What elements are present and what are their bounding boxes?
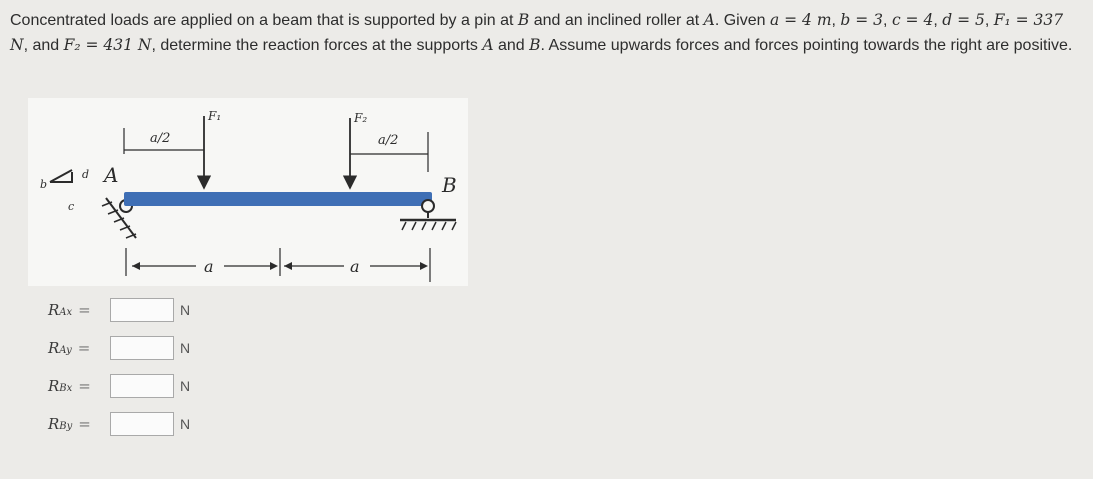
separator: , bbox=[984, 12, 990, 29]
answer-input-rax[interactable] bbox=[110, 298, 174, 322]
equals-sign: = bbox=[77, 339, 91, 357]
answer-input-rby[interactable] bbox=[110, 412, 174, 436]
beam-diagram-svg bbox=[28, 98, 468, 286]
pin-point-label: B bbox=[517, 11, 530, 29]
problem-text-7: . Assume upwards forces and forces pointing towards the right are positive. bbox=[540, 37, 1073, 54]
answer-label-rbx bbox=[48, 377, 108, 395]
problem-text-5: , determine the reaction forces at the supports bbox=[151, 37, 483, 54]
answer-label-rby bbox=[48, 415, 108, 433]
dimension-bottom bbox=[126, 248, 430, 282]
given-f1: F₁ = 337 N bbox=[10, 11, 1064, 54]
answer-row-rby bbox=[48, 410, 190, 438]
point-a-label: A bbox=[104, 163, 119, 187]
problem-text-4: , and bbox=[23, 37, 64, 54]
answer-label-rax bbox=[48, 301, 108, 319]
answer-subscript: Ax bbox=[59, 307, 73, 318]
answer-symbol: R bbox=[48, 377, 60, 395]
given-f2: F₂ = 431 N bbox=[63, 36, 152, 54]
answer-symbol: R bbox=[48, 301, 60, 319]
problem-text-6: and bbox=[493, 37, 530, 54]
answer-unit-ray: N bbox=[180, 340, 191, 356]
pin-b bbox=[422, 200, 434, 212]
problem-text-1: Concentrated loads are applied on a beam that is supported by a pin at bbox=[10, 12, 518, 29]
given-a: a = 4 m bbox=[769, 11, 832, 29]
problem-text-2: and an inclined roller at bbox=[529, 12, 704, 29]
answer-input-ray[interactable] bbox=[110, 336, 174, 360]
slope-label-c: c bbox=[68, 200, 75, 213]
dimension-a-half-right bbox=[350, 132, 428, 172]
answer-subscript: Bx bbox=[59, 383, 73, 394]
answer-subscript: Ay bbox=[59, 345, 72, 356]
equals-sign: = bbox=[78, 301, 91, 319]
dimension-a-right-label: a bbox=[350, 257, 360, 276]
support-b-label: B bbox=[529, 36, 541, 54]
answer-unit-rby: N bbox=[180, 416, 191, 432]
answer-row-ray bbox=[48, 334, 190, 362]
answer-subscript: By bbox=[59, 421, 73, 432]
roller-point-label: A bbox=[703, 11, 715, 29]
load-f1 bbox=[204, 109, 221, 188]
point-b-label: B bbox=[442, 173, 457, 197]
answer-label-ray bbox=[48, 339, 108, 357]
load-f2-label: F₂ bbox=[354, 111, 368, 125]
given-b: b = 3 bbox=[840, 11, 884, 29]
equals-sign: = bbox=[78, 377, 91, 395]
answer-row-rbx bbox=[48, 372, 190, 400]
separator: , bbox=[831, 12, 841, 29]
support-a-label: A bbox=[482, 36, 494, 54]
answer-input-rbx[interactable] bbox=[110, 374, 174, 398]
dimension-a-half-left bbox=[124, 128, 204, 154]
answer-symbol: R bbox=[48, 339, 60, 357]
answer-row-rax bbox=[48, 296, 190, 324]
load-f2 bbox=[350, 111, 367, 188]
answer-unit-rbx: N bbox=[180, 378, 191, 394]
dimension-a-left-label: a bbox=[204, 257, 214, 276]
beam bbox=[124, 192, 432, 206]
separator: , bbox=[883, 12, 892, 29]
dimension-a-half-right-label: a/2 bbox=[378, 133, 399, 148]
slope-label-b: b bbox=[40, 178, 48, 191]
dimension-a-half-left-label: a/2 bbox=[150, 131, 171, 146]
given-d: d = 5 bbox=[942, 11, 985, 29]
beam-diagram bbox=[28, 98, 468, 286]
separator: , bbox=[933, 12, 943, 29]
answer-symbol: R bbox=[48, 415, 60, 433]
slope-label-d: d bbox=[82, 168, 90, 181]
answer-unit-rax: N bbox=[180, 302, 191, 318]
load-f1-label: F₁ bbox=[208, 109, 222, 123]
slope-triangle bbox=[40, 168, 89, 213]
problem-statement bbox=[10, 8, 1085, 58]
problem-text-3: . Given bbox=[714, 12, 770, 29]
given-c: c = 4 bbox=[891, 11, 934, 29]
equals-sign: = bbox=[78, 415, 91, 433]
